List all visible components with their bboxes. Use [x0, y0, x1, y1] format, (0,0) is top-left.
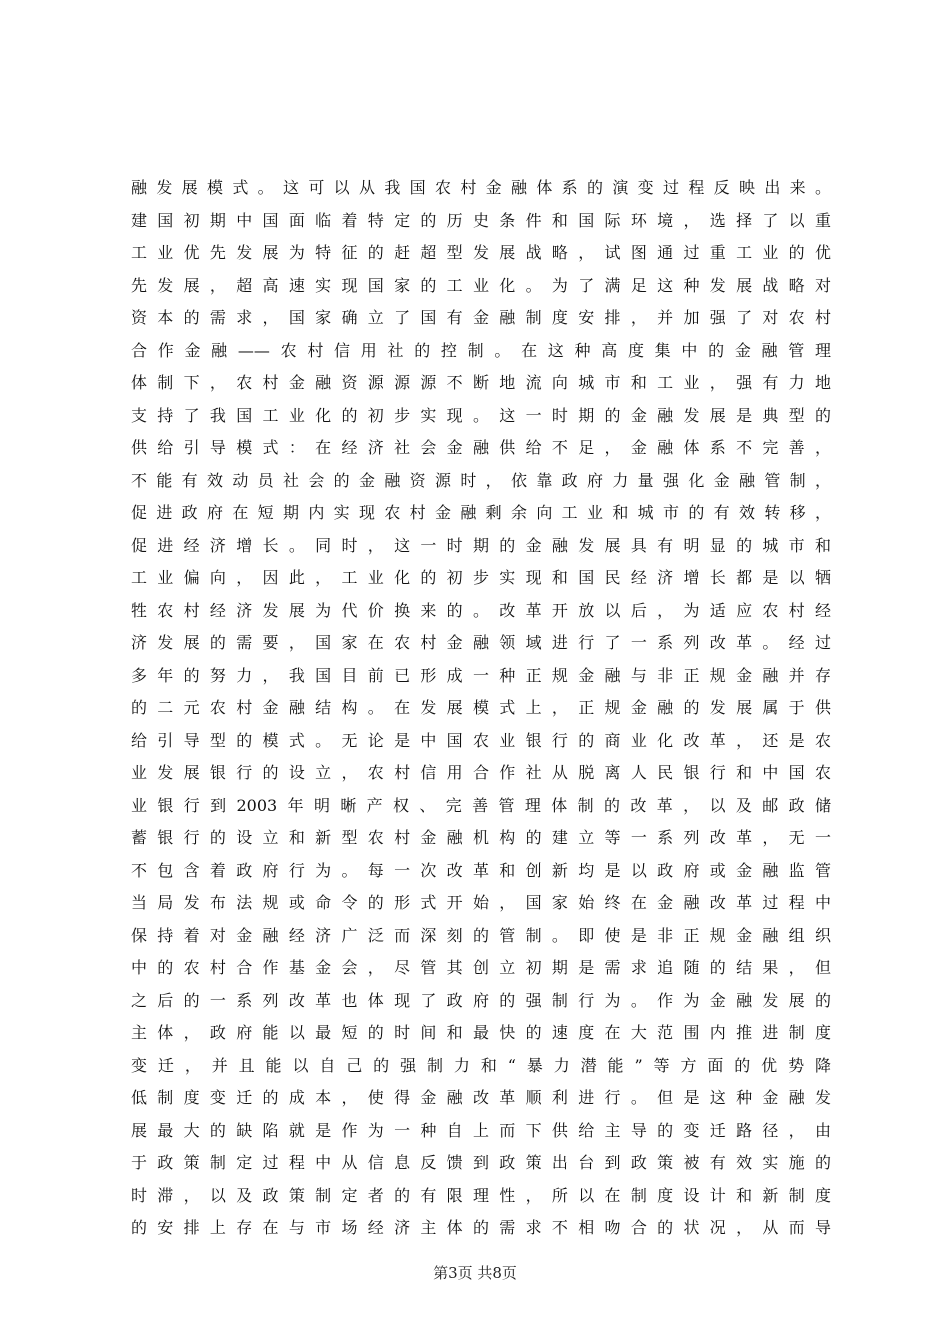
text-line: 济发展的需要，国家在农村金融领域进行了一系列改革。经过: [131, 633, 831, 652]
text-line: 之后的一系列改革也体现了政府的强制行为。作为金融发展的: [131, 990, 831, 1010]
text-line: 业银行到2003年明晰产权、完善管理体制的改革，以及邮政储: [131, 795, 831, 815]
text-line: 当局发布法规或命令的形式开始，国家始终在金融改革过程中: [131, 893, 831, 912]
text-line: 工业优先发展为特征的赶超型发展战略，试图通过重工业的优: [131, 243, 831, 262]
text-line: 变迁，并且能以自己的强制力和“暴力潜能”等方面的优势降: [131, 1055, 831, 1075]
body-paragraph: [131, 172, 831, 1245]
text-line: 的二元农村金融结构。在发展模式上，正规金融的发展属于供: [131, 698, 831, 717]
text-line: 供给引导模式：在经济社会金融供给不足，金融体系不完善，: [131, 438, 831, 457]
text-line: 资本的需求，国家确立了国有金融制度安排，并加强了对农村: [131, 308, 831, 327]
text-line: 支持了我国工业化的初步实现。这一时期的金融发展是典型的: [131, 405, 831, 425]
text-line: 的安排上存在与市场经济主体的需求不相吻合的状况，从而导: [131, 1218, 831, 1237]
text-line: 给引导型的模式。无论是中国农业银行的商业化改革，还是农: [131, 730, 831, 750]
text-line: 工业偏向，因此，工业化的初步实现和国民经济增长都是以牺: [131, 568, 831, 587]
text-line: 主体，政府能以最短的时间和最快的速度在大范围内推进制度: [131, 1023, 831, 1042]
text-line: 融发展模式。这可以从我国农村金融体系的演变过程反映出来。: [131, 178, 831, 197]
text-line: 中的农村合作基金会，尽管其创立初期是需求追随的结果，但: [131, 958, 831, 977]
text-line: 促进经济增长。同时，这一时期的金融发展具有明显的城市和: [131, 535, 831, 555]
text-line: 蓄银行的设立和新型农村金融机构的建立等一系列改革，无一: [131, 828, 831, 847]
text-line: 于政策制定过程中从信息反馈到政策出台到政策被有效实施的: [131, 1153, 831, 1172]
text-line: 建国初期中国面临着特定的历史条件和国际环境，选择了以重: [131, 210, 831, 230]
text-line: 牲农村经济发展为代价换来的。改革开放以后，为适应农村经: [131, 600, 831, 620]
text-line: 低制度变迁的成本，使得金融改革顺利进行。但是这种金融发: [131, 1088, 831, 1107]
page-number-footer: 第3页 共8页: [433, 1264, 517, 1282]
text-line: 业发展银行的设立，农村信用合作社从脱离人民银行和中国农: [131, 763, 831, 782]
text-line: 先发展，超高速实现国家的工业化。为了满足这种发展战略对: [131, 275, 831, 295]
text-line: 不能有效动员社会的金融资源时，依靠政府力量强化金融管制，: [131, 470, 831, 490]
text-line: 不包含着政府行为。每一次改革和创新均是以政府或金融监管: [131, 860, 831, 880]
text-line: 多年的努力，我国目前已形成一种正规金融与非正规金融并存: [131, 665, 831, 685]
text-line: 保持着对金融经济广泛而深刻的管制。即使是非正规金融组织: [131, 925, 831, 945]
text-line: 展最大的缺陷就是作为一种自上而下供给主导的变迁路径，由: [131, 1120, 831, 1140]
text-line: 时滞，以及政策制定者的有限理性，所以在制度设计和新制度: [131, 1185, 831, 1205]
text-line: 促进政府在短期内实现农村金融剩余向工业和城市的有效转移，: [131, 503, 831, 522]
text-line: 合作金融——农村信用社的控制。在这种高度集中的金融管理: [131, 340, 831, 360]
text-line: 体制下，农村金融资源源源不断地流向城市和工业，强有力地: [131, 373, 831, 392]
